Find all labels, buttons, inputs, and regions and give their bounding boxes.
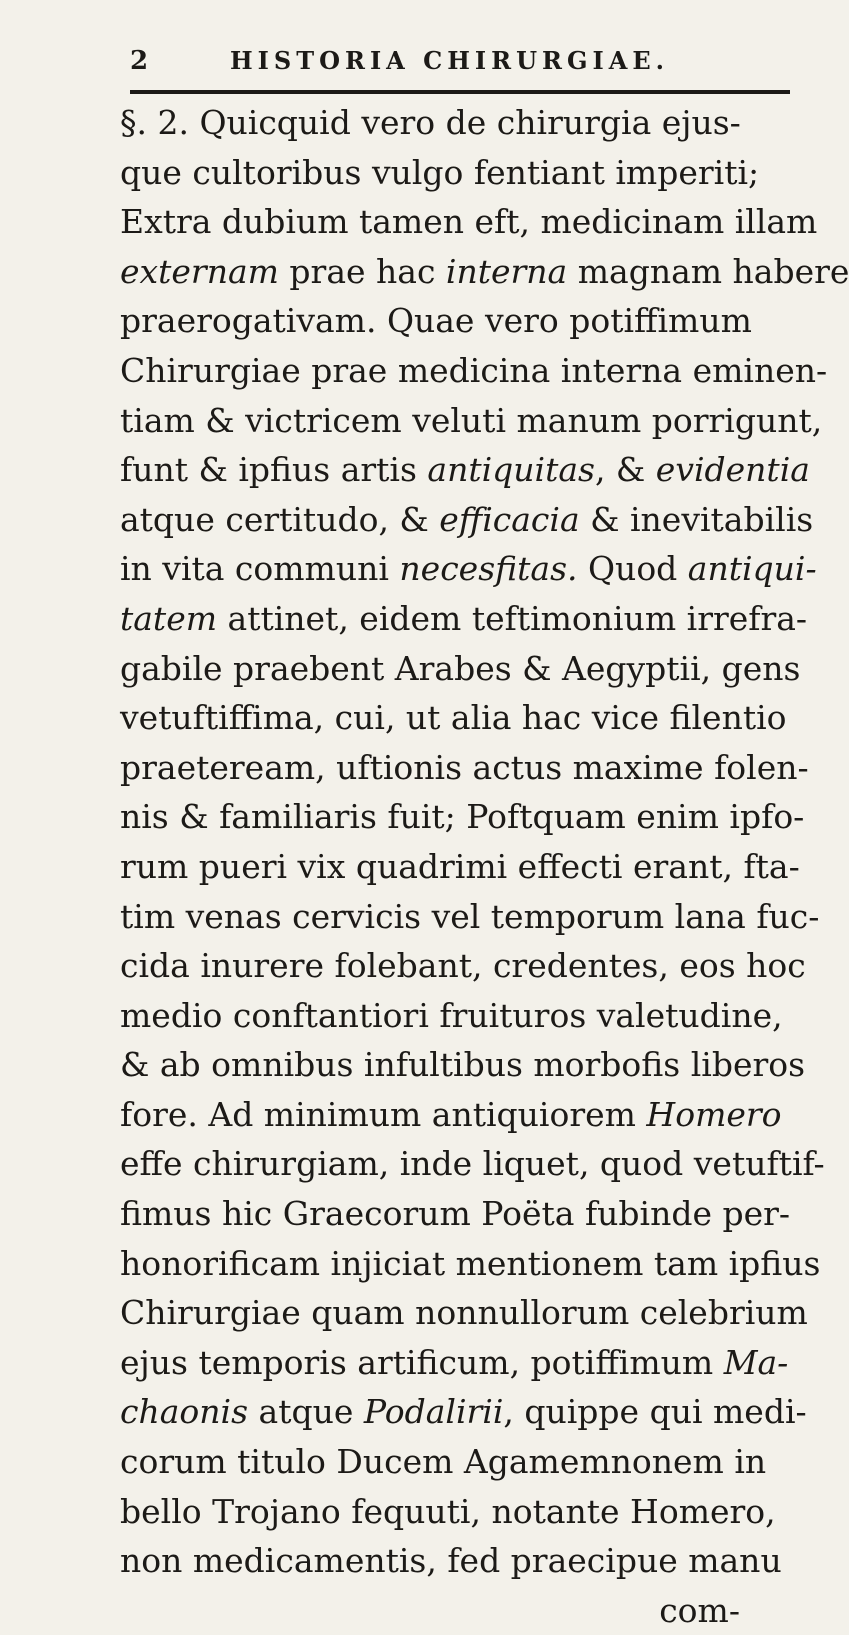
text-line [120, 1139, 825, 1189]
text-line [120, 842, 800, 892]
running-head [110, 34, 800, 82]
text-run: praeteream, uftionis actus maxime folen- [120, 747, 809, 787]
text-line [120, 1288, 808, 1338]
text-run: Chirurgiae quam nonnullorum celebrium [120, 1293, 808, 1333]
text-line [120, 495, 814, 545]
text-line [120, 396, 823, 446]
text-line [120, 693, 787, 743]
italic-term: antiquitas [427, 450, 595, 490]
italic-term: evidentia [655, 450, 810, 490]
text-run: ejus temporis artificum, potiffimum [120, 1342, 724, 1382]
text-line [120, 197, 818, 247]
text-run: tim venas cervicis vel temporum lana fuc- [120, 896, 820, 936]
text-run: atque [248, 1392, 364, 1432]
text-run: fimus hic Graecorum Poëta fubinde per- [120, 1194, 791, 1234]
text-line [120, 644, 801, 694]
header-rule [130, 90, 790, 94]
text-line [120, 148, 780, 198]
text-line [120, 1040, 806, 1090]
text-run: funt & ipfius artis [120, 450, 428, 490]
text-run: & inevitabilis [579, 499, 814, 539]
text-line [120, 346, 828, 396]
italic-term: interna [445, 251, 568, 291]
text-line [120, 1536, 780, 1586]
text-run: Chirurgiae prae medicina interna eminen- [120, 350, 828, 390]
text-run: magnam habere [567, 251, 849, 291]
text-line [120, 247, 849, 297]
text-run: effe chirurgiam, inde liquet, quod vetuftif- [120, 1144, 825, 1184]
text-line [120, 892, 820, 942]
text-run: medio conftantiori fruituros valetudine, [120, 995, 783, 1035]
text-line [120, 1239, 821, 1289]
text-run: cida inurere folebant, credentes, eos hoc [120, 946, 806, 986]
body-text [120, 98, 849, 1635]
text-run: , quippe qui medi- [503, 1392, 807, 1432]
text-run: tiam & victricem veluti manum porrigunt, [120, 400, 823, 440]
text-run: & ab omnibus infultibus morbofis liberos [120, 1045, 806, 1085]
text-run: gabile praebent Arabes & Aegyptii, gens [120, 648, 801, 688]
text-run: §. 2. Quicquid vero de chirurgia ejus- [120, 103, 741, 142]
text-run: honorificam injiciat mentionem tam ipfius [120, 1243, 821, 1283]
text-run: non medicamentis, fed praecipue manu [120, 1541, 782, 1581]
italic-term: tatem [120, 598, 218, 638]
text-run: com- [659, 1590, 740, 1630]
text-line [120, 743, 809, 793]
italic-term: chaonis [120, 1392, 249, 1432]
text-line [120, 594, 808, 644]
text-run: que cultoribus vulgo fentiant imperiti; [120, 152, 760, 192]
text-line [120, 1586, 780, 1635]
running-title: HISTORIA CHIRURGIAE. [230, 46, 669, 75]
text-line [120, 792, 805, 842]
text-line [120, 991, 783, 1041]
text-run: fore. Ad minimum antiquiorem [120, 1094, 647, 1134]
italic-term: Homero [646, 1094, 782, 1134]
text-line [120, 1437, 780, 1487]
text-run: praerogativam. Quae vero potiffimum [120, 301, 752, 341]
italic-term: efficacia [439, 499, 580, 539]
text-run: Extra dubium tamen eft, medicinam illam [120, 202, 818, 242]
text-line [120, 1090, 780, 1140]
text-run: in vita communi [120, 549, 400, 589]
text-run: corum titulo Ducem Agamemnonem in [120, 1442, 767, 1482]
italic-term: necesfitas. [399, 549, 578, 589]
text-run: , & [594, 450, 656, 490]
text-line [120, 544, 817, 594]
text-line [120, 1387, 807, 1437]
text-run: vetuftiffima, cui, ut alia hac vice filentio [120, 698, 787, 738]
text-line [120, 1338, 789, 1388]
text-run: nis & familiaris fuit; Poftquam enim ipfo- [120, 797, 805, 837]
text-run: Quod [577, 549, 688, 589]
text-run: bello Trojano fequuti, notante Homero, [120, 1491, 776, 1531]
text-line [120, 1487, 780, 1537]
text-line [120, 445, 810, 495]
italic-term: Ma- [723, 1342, 789, 1382]
italic-term: externam [120, 251, 279, 291]
text-run: attinet, eidem teftimonium irrefra- [217, 598, 808, 638]
text-line [120, 941, 806, 991]
text-line [120, 1189, 791, 1239]
italic-term: antiqui- [687, 549, 817, 589]
text-run: atque certitudo, & [120, 499, 440, 539]
text-run: prae hac [278, 251, 446, 291]
text-run: rum pueri vix quadrimi effecti erant, fta- [120, 846, 800, 886]
text-line [120, 296, 780, 346]
text-line [120, 98, 780, 148]
italic-term: Podalirii [363, 1392, 504, 1432]
page-number: 2 [130, 46, 149, 76]
